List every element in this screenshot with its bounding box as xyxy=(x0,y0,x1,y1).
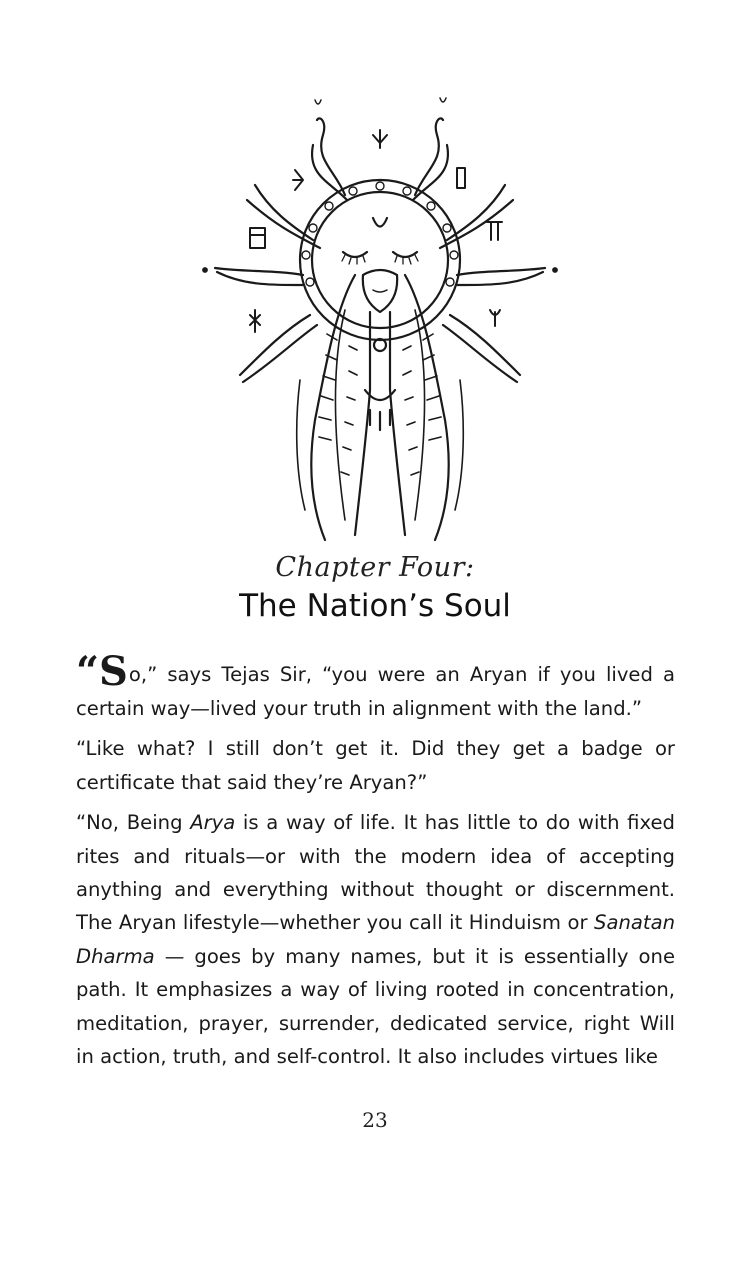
paragraph-1 xyxy=(76,648,675,725)
drop-quote: “ xyxy=(76,648,100,695)
paragraph-2: “Like what? I still don’t get it. Did they get a badge or certificate that said they’re Aryan?” xyxy=(76,737,675,794)
sanatan-dharma-term: Sanatan Dharma xyxy=(76,911,675,968)
drop-cap: S xyxy=(99,648,128,695)
sun-goddess-illustration-icon xyxy=(195,90,565,545)
paragraph-3-text-b: is a way of life. It has little to do with fixed rites and rituals—or with the modern idea of accepting anything and everything without thought or discernment. The Aryan lifestyle—whether you call it Hinduism or xyxy=(76,811,675,935)
paragraph-1-text: o,” says Tejas Sir, “you were an Aryan if you lived a certain way—lived your truth in alignment with the land.” xyxy=(76,663,675,720)
paragraph-3 xyxy=(76,806,675,1073)
page-number: 23 xyxy=(362,1108,388,1132)
paragraph-3-text-a: “No, Being xyxy=(76,811,191,835)
chapter-title: The Nation’s Soul xyxy=(239,588,511,624)
arya-term: Arya xyxy=(190,811,236,835)
chapter-label: Chapter Four: xyxy=(275,552,475,583)
body-text xyxy=(76,648,675,1080)
paragraph-3-text-c: — goes by many names, but it is essentially one path. It emphasizes a way of living rooted in concentration, meditation, prayer, surrender, dedicated service, right Will in action, truth, and self-control. It also includes virtues like xyxy=(76,944,675,1069)
